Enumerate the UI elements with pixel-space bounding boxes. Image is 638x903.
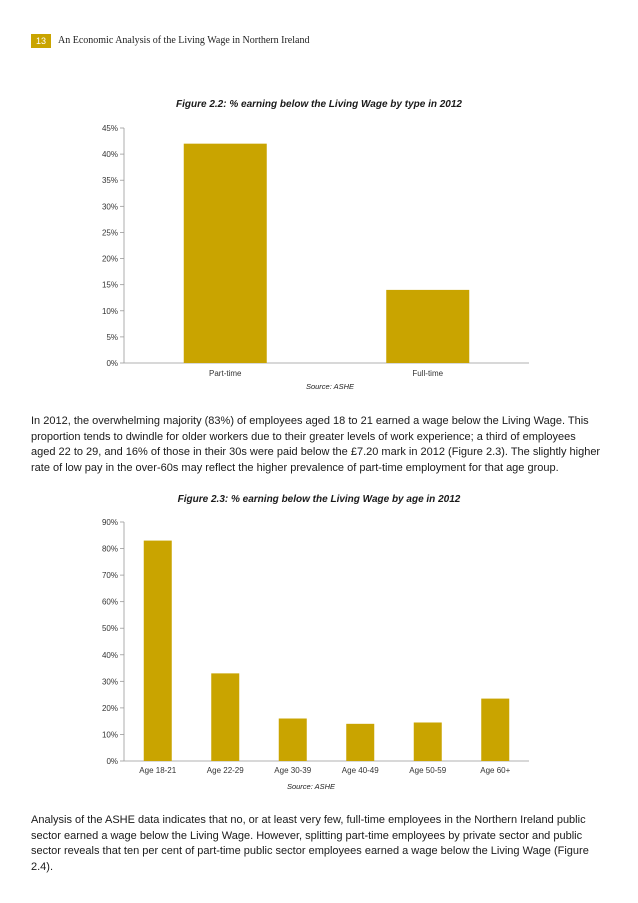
x-category-label: Age 60+ [480, 766, 511, 775]
running-header-title: An Economic Analysis of the Living Wage in Northern Ireland [58, 35, 310, 46]
source-note: Source: ASHE [286, 782, 336, 791]
x-category-label: Age 40-49 [341, 766, 379, 775]
bar-full-time [386, 290, 469, 363]
page-number-badge: 13 [31, 34, 51, 48]
bar-age-40-49 [346, 724, 374, 761]
y-tick-label: 20% [101, 703, 118, 713]
y-tick-label: 40% [101, 650, 118, 660]
y-tick-label: 0% [106, 757, 118, 766]
y-tick-label: 30% [101, 202, 118, 212]
y-tick-label: 30% [101, 677, 118, 687]
y-tick-label: 35% [101, 176, 118, 186]
figure-2-2-title: Figure 2.2: % earning below the Living Wage by type in 2012 [176, 99, 462, 110]
x-category-label: Age 22-29 [206, 766, 244, 775]
x-category-label: Part-time [209, 369, 242, 378]
x-category-label: Age 30-39 [274, 766, 312, 775]
y-tick-label: 40% [101, 150, 118, 160]
x-category-label: Age 50-59 [409, 766, 447, 775]
x-category-label: Full-time [412, 369, 444, 378]
bar-age-22-29 [211, 673, 239, 761]
y-tick-label: 0% [106, 359, 118, 368]
y-tick-label: 20% [101, 254, 118, 264]
y-tick-label: 25% [101, 228, 118, 238]
y-tick-label: 10% [101, 730, 118, 740]
bar-age-60- [481, 699, 509, 761]
y-tick-label: 70% [101, 571, 118, 581]
y-tick-label: 45% [101, 124, 118, 133]
y-tick-label: 80% [101, 544, 118, 554]
x-category-label: Age 18-21 [139, 766, 177, 775]
y-tick-label: 50% [101, 624, 118, 634]
bar-part-time [184, 144, 267, 363]
y-tick-label: 15% [101, 280, 118, 290]
y-tick-label: 10% [101, 306, 118, 316]
y-tick-label: 5% [106, 332, 118, 342]
paragraph-age-analysis: In 2012, the overwhelming majority (83%) of employees aged 18 to 21 earned a wage below the Living Wage. This proportion tends to dwindle for older workers due to their greater levels of work experience; a third of employees aged 22 to 29, and 16% of those in their 30s were paid below the £7.20 mark in 2012 (Figure 2.3). The slightly higher rate of low pay in the over-60s may reflect the higher prevalence of part-time employment for that age group. [31, 415, 601, 474]
bar-age-50-59 [414, 722, 442, 761]
y-tick-label: 90% [101, 518, 118, 527]
chart-figure-2-2 [102, 124, 529, 391]
bar-age-30-39 [279, 719, 307, 761]
paragraph-public-sector: Analysis of the ASHE data indicates that no, or at least very few, full-time employees in the Northern Ireland public sector earned a wage below the Living Wage. However, splitting part-time employees by private sector and public sector reveals that ten per cent of part-time public sector employees earned a wage below the Living Wage (Figure 2.4). [31, 814, 589, 873]
figure-2-3-title: Figure 2.3: % earning below the Living Wage by age in 2012 [177, 494, 461, 505]
source-note: Source: ASHE [305, 382, 355, 391]
bar-age-18-21 [144, 541, 172, 761]
chart-figure-2-3 [102, 518, 529, 791]
y-tick-label: 60% [101, 597, 118, 607]
